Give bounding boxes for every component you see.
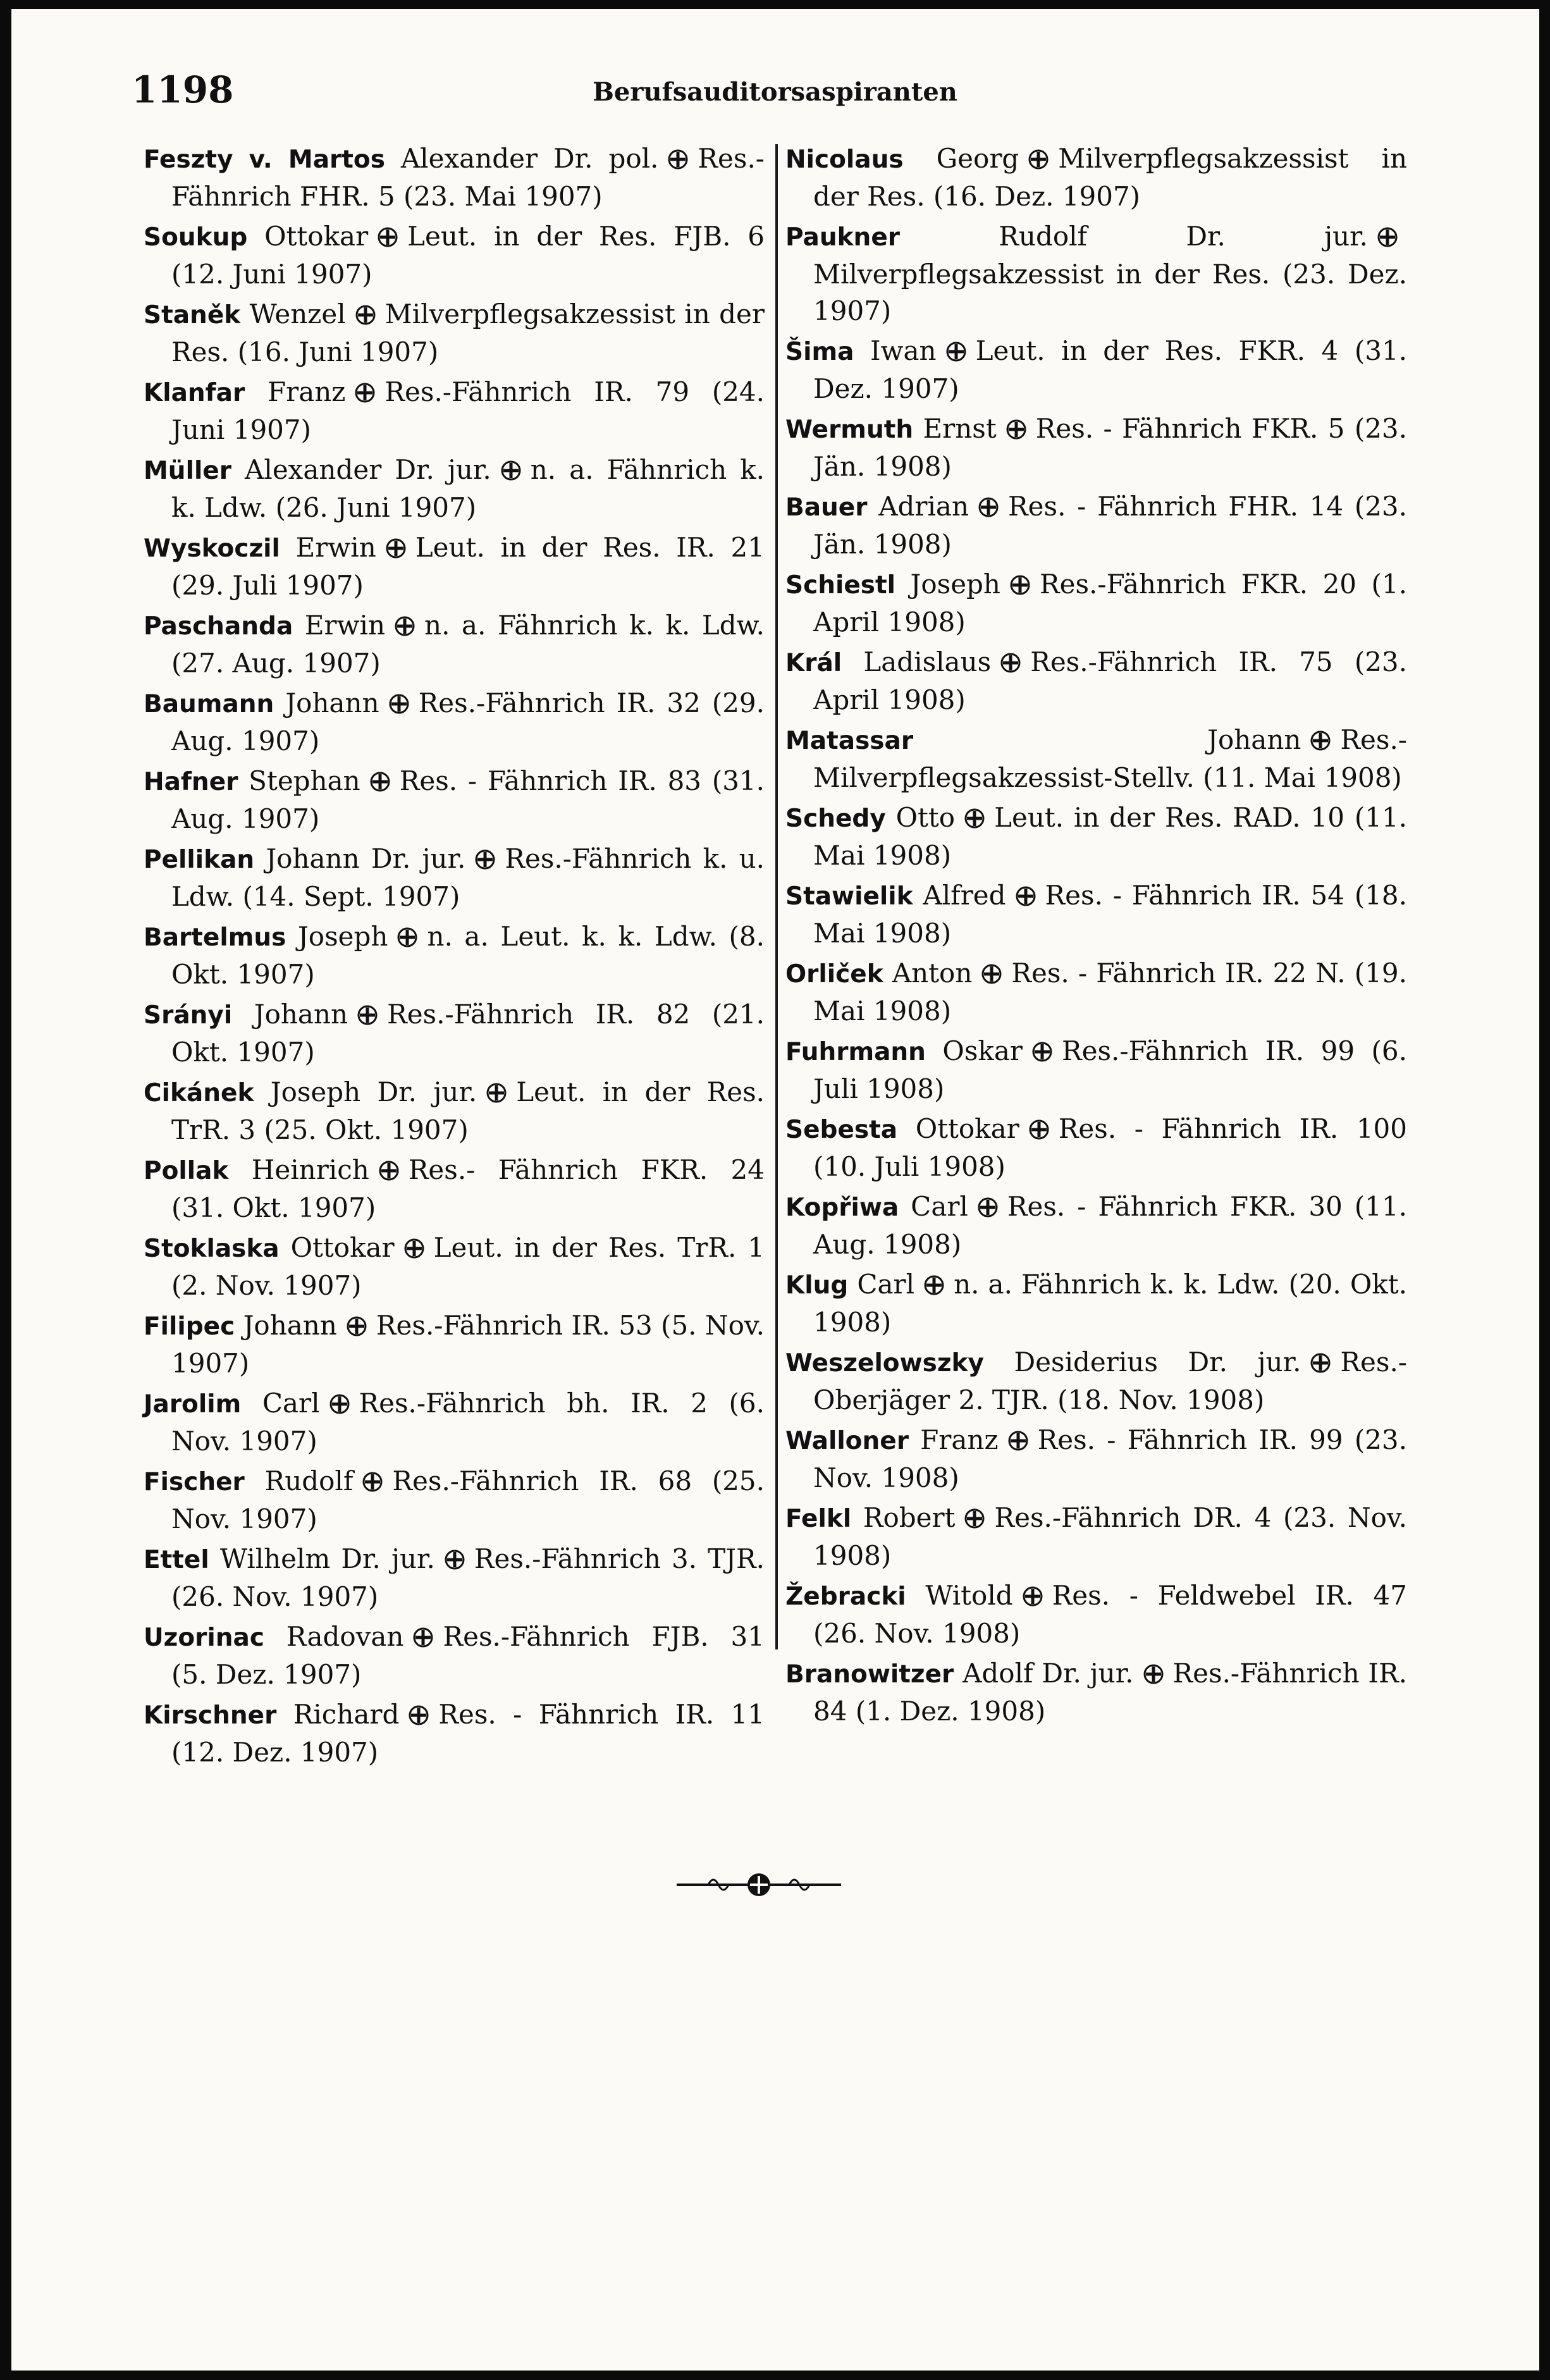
given-name: Alexander Dr. jur.	[231, 454, 491, 485]
rank-detail: Res.-Fähnrich IR. 53 (5. Nov. 1907)	[171, 1310, 765, 1379]
rank-detail: Res. - Fähnrich IR. 54 (18. Mai 1908)	[813, 880, 1407, 949]
surname: Uzorinac	[144, 1624, 264, 1652]
list-item	[144, 1463, 765, 1538]
given-name: Johann Dr. jur.	[254, 843, 466, 874]
surname: Šima	[785, 338, 854, 366]
surname: Soukup	[144, 223, 248, 252]
list-item	[785, 410, 1407, 485]
surname: Walloner	[785, 1427, 909, 1455]
cross-icon	[354, 382, 376, 404]
cross-icon	[369, 771, 391, 792]
list-item	[785, 644, 1407, 718]
rank-detail: Res.-Oberjäger 2. TJR. (18. Nov. 1908)	[813, 1347, 1407, 1415]
surname: Srányi	[144, 1001, 233, 1030]
cross-icon	[964, 1508, 985, 1529]
surname: Wyskoczil	[144, 534, 280, 563]
cross-icon	[1006, 419, 1027, 440]
cross-icon	[346, 1316, 367, 1337]
list-item	[144, 763, 765, 837]
list-item	[144, 452, 765, 526]
rank-detail: Res.-Fähnrich k. u. Ldw. (14. Sept. 1907)	[171, 843, 765, 912]
list-item	[785, 1655, 1407, 1730]
cross-icon	[1310, 730, 1331, 751]
rank-detail: Res. - Fähnrich FKR. 5 (23. Jän. 1908)	[813, 413, 1408, 482]
rank-detail: Res. - Fähnrich IR. 11 (12. Dez. 1907)	[171, 1699, 765, 1768]
surname: Paukner	[785, 223, 901, 252]
rank-detail: n. a. Fähnrich k. k. Ldw. (27. Aug. 1907)	[171, 610, 765, 679]
rank-detail: Res. - Feldwebel IR. 47 (26. Nov. 1908)	[813, 1580, 1408, 1649]
cross-icon	[329, 1393, 350, 1415]
list-item	[144, 1152, 765, 1226]
rank-detail: Res. - Fähnrich FKR. 30 (11. Aug. 1908)	[813, 1191, 1407, 1260]
list-item	[785, 218, 1407, 330]
given-name: Witold	[906, 1580, 1013, 1611]
given-name: Johann	[235, 1310, 337, 1341]
right-column	[785, 140, 1407, 1733]
rank-detail: Res. - Fähnrich IR. 99 (23. Nov. 1908)	[813, 1424, 1407, 1493]
cross-icon	[964, 808, 985, 829]
cross-icon	[444, 1549, 465, 1570]
rank-detail: Res.-Fähnrich IR. 79 (24. Juni 1907)	[171, 376, 765, 445]
list-item	[785, 333, 1407, 407]
rank-detail: Leut. in der Res. TrR. 1 (2. Nov. 1907)	[171, 1232, 765, 1301]
list-item	[785, 488, 1407, 563]
cross-icon	[1009, 574, 1031, 596]
cross-icon	[1031, 1041, 1053, 1063]
list-item	[785, 1111, 1407, 1185]
given-name: Oskar	[925, 1035, 1023, 1066]
rank-detail: Res.-Fähnrich IR. 99 (6. Juli 1908)	[813, 1035, 1408, 1104]
rank-detail: Res. - Fähnrich FHR. 14 (23. Jän. 1908)	[813, 491, 1407, 560]
cross-icon	[412, 1627, 434, 1648]
surname: Orliček	[785, 960, 883, 989]
given-name: Joseph	[895, 569, 1000, 600]
surname: Weszelowszky	[785, 1349, 984, 1378]
cross-icon	[408, 1705, 429, 1726]
rank-detail: Res.-Fähnrich FJB. 31 (5. Dez. 1907)	[171, 1621, 765, 1690]
surname: Bauer	[785, 493, 868, 522]
list-item	[144, 1230, 765, 1304]
list-item	[144, 1385, 765, 1460]
surname: Bartelmus	[144, 923, 286, 952]
rank-detail: Res.-Fähnrich IR. 75 (23. April 1908)	[813, 646, 1408, 715]
cross-icon	[1143, 1663, 1164, 1685]
given-name: Carl	[899, 1191, 968, 1222]
list-item	[785, 140, 1407, 215]
surname: Jarolim	[144, 1390, 242, 1419]
surname: Žebracki	[785, 1582, 906, 1611]
given-name: Georg	[903, 143, 1019, 174]
list-item	[144, 841, 765, 915]
cross-icon	[977, 1197, 999, 1218]
rank-detail: n. a. Fähnrich k. k. Ldw. (20. Okt. 1908)	[813, 1269, 1407, 1338]
given-name: Johann	[913, 724, 1301, 755]
given-name: Franz	[908, 1424, 999, 1455]
rank-detail: Res. - Fähnrich IR. 100 (10. Juli 1908)	[813, 1113, 1407, 1182]
given-name: Joseph	[286, 921, 388, 952]
given-name: Richard	[276, 1699, 400, 1730]
surname: Fuhrmann	[785, 1038, 926, 1066]
list-item	[144, 374, 765, 448]
rank-detail: Leut. in der Res. TrR. 3 (25. Okt. 1907)	[171, 1076, 765, 1145]
given-name: Franz	[245, 376, 346, 407]
cross-icon	[1310, 1352, 1331, 1374]
rank-detail: Milverpflegsakzessist in der Res. (23. Dez. 1907)	[813, 259, 1407, 326]
surname: Stawielik	[785, 882, 913, 911]
given-name: Carl	[241, 1388, 320, 1419]
given-name: Desiderius Dr. jur.	[983, 1347, 1301, 1378]
surname: Pollak	[144, 1157, 229, 1185]
cross-icon	[667, 149, 689, 170]
given-name: Ernst	[913, 413, 997, 444]
rank-detail: n. a. Fähnrich k. k. Ldw. (26. Juni 1907)	[171, 454, 765, 523]
surname: Ettel	[144, 1546, 209, 1574]
given-name: Ottokar	[897, 1113, 1019, 1144]
given-name: Johann	[232, 999, 348, 1030]
given-name: Erwin	[280, 532, 376, 563]
list-item	[785, 877, 1407, 952]
rank-detail: Res.-Fähnrich DR. 4 (23. Nov. 1908)	[813, 1502, 1407, 1571]
surname: Matassar	[785, 727, 914, 755]
given-name: Robert	[851, 1502, 956, 1533]
list-item	[144, 140, 765, 215]
rank-detail: Leut. in der Res. IR. 21 (29. Juli 1907)	[171, 532, 765, 601]
rank-detail: Res. - Fähnrich IR. 83 (31. Aug. 1907)	[171, 765, 765, 834]
cross-icon	[500, 460, 522, 481]
surname: Kirschner	[144, 1701, 277, 1730]
list-item	[144, 529, 765, 604]
cross-icon	[385, 538, 407, 559]
given-name: Johann	[274, 687, 379, 718]
list-item	[785, 799, 1407, 874]
cross-icon	[1377, 226, 1398, 248]
rank-detail: Res.-Fähnrich IR. 82 (21. Okt. 1907)	[171, 999, 765, 1068]
rank-detail: Res. - Fähnrich IR. 22 N. (19. Mai 1908)	[813, 958, 1407, 1027]
given-name: Ladislaus	[842, 646, 992, 677]
given-name: Anton	[883, 958, 973, 989]
page-number: 1198	[132, 68, 234, 111]
surname: Müller	[144, 457, 231, 485]
surname: Klug	[785, 1271, 849, 1300]
cross-icon	[1000, 652, 1021, 674]
rank-detail: Leut. in der Res. RAD. 10 (11. Mai 1908)	[813, 802, 1407, 871]
rank-detail: Res.-Fähnrich IR. 84 (1. Dez. 1908)	[813, 1658, 1407, 1727]
list-item	[144, 296, 765, 371]
surname: Stoklaska	[144, 1235, 280, 1263]
cross-icon	[394, 615, 415, 637]
surname: Fischer	[144, 1468, 245, 1496]
given-name: Rudolf	[244, 1465, 354, 1496]
surname: Král	[785, 649, 842, 677]
list-item	[144, 607, 765, 682]
rank-detail: Res.-Milverpflegsakzessist-Stellv. (11. Mai 1908)	[813, 724, 1407, 793]
rank-detail: n. a. Leut. k. k. Ldw. (8. Okt. 1907)	[171, 921, 765, 990]
list-item	[144, 1541, 765, 1615]
left-column	[144, 140, 765, 1774]
cross-icon	[377, 226, 398, 248]
list-item	[144, 1619, 765, 1693]
surname: Feszty v. Martos	[144, 145, 385, 174]
given-name: Otto	[885, 802, 956, 833]
cross-icon	[1028, 149, 1049, 170]
surname: Schedy	[785, 805, 886, 833]
list-item	[785, 1422, 1407, 1496]
cross-icon	[1028, 1119, 1050, 1140]
list-item	[785, 955, 1407, 1030]
surname: Cikánek	[144, 1079, 254, 1107]
cross-icon	[357, 1004, 378, 1026]
given-name: Wilhelm Dr. jur.	[209, 1543, 435, 1574]
given-name: Ottokar	[279, 1232, 395, 1263]
rank-detail: Leut. in der Res. FKR. 4 (31. Dez. 1907)	[813, 335, 1407, 404]
given-name: Iwan	[854, 335, 937, 366]
cross-icon	[378, 1160, 400, 1181]
surname: Hafner	[144, 768, 238, 796]
rank-detail: Res.- Fähnrich FKR. 24 (31. Okt. 1907)	[171, 1154, 765, 1223]
cross-icon	[978, 496, 999, 518]
cross-icon	[362, 1471, 383, 1493]
list-item	[144, 918, 765, 993]
surname: Schiestl	[785, 571, 896, 600]
surname: Felkl	[785, 1505, 852, 1533]
surname: Nicolaus	[785, 145, 904, 174]
given-name: Adolf Dr. jur.	[954, 1658, 1134, 1689]
surname: Pellikan	[144, 846, 255, 874]
list-item	[785, 1033, 1407, 1107]
list-item	[144, 1307, 765, 1382]
surname: Staněk	[144, 301, 241, 330]
given-name: Alfred	[913, 880, 1006, 911]
list-item	[144, 685, 765, 760]
rank-detail: Res.-Fähnrich FHR. 5 (23. Mai 1907)	[171, 143, 765, 212]
list-item	[144, 1074, 765, 1149]
list-item	[144, 1696, 765, 1771]
cross-icon	[1015, 885, 1036, 907]
given-name: Rudolf Dr. jur.	[900, 221, 1368, 252]
list-item	[785, 1500, 1407, 1574]
cross-icon	[981, 963, 1002, 985]
cross-icon	[486, 1082, 507, 1104]
given-name: Stephan	[238, 765, 360, 796]
list-item	[144, 218, 765, 293]
rank-detail: Res.-Fähnrich IR. 32 (29. Aug. 1907)	[171, 687, 765, 756]
given-name: Carl	[848, 1269, 915, 1300]
list-item	[785, 1577, 1407, 1652]
list-item	[144, 996, 765, 1071]
surname: Sebesta	[785, 1116, 898, 1144]
cross-icon	[355, 304, 376, 326]
rank-detail: Milverpflegsakzessist in der Res. (16. Juni 1907)	[171, 299, 765, 367]
cross-icon	[403, 1238, 425, 1259]
cross-icon	[1022, 1586, 1043, 1607]
list-item	[785, 1266, 1407, 1341]
given-name: Radovan	[264, 1621, 404, 1652]
surname: Paschanda	[144, 612, 293, 641]
rank-detail: Milverpflegsakzessist in der Res. (16. Dez. 1907)	[813, 143, 1407, 212]
list-item	[785, 566, 1407, 641]
cross-icon	[397, 927, 418, 948]
given-name: Erwin	[293, 610, 386, 641]
list-item	[785, 1188, 1407, 1263]
rank-detail: Res.-Fähnrich IR. 68 (25. Nov. 1907)	[171, 1465, 765, 1534]
given-name: Heinrich	[228, 1154, 369, 1185]
given-name: Ottokar	[247, 221, 369, 252]
given-name: Joseph Dr. jur.	[254, 1076, 477, 1107]
given-name: Alexander Dr. pol.	[384, 143, 659, 174]
given-name: Adrian	[867, 491, 969, 522]
given-name: Wenzel	[240, 299, 346, 330]
surname: Klanfar	[144, 379, 245, 407]
cross-icon	[1007, 1430, 1029, 1452]
rank-detail: Res.-Fähnrich FKR. 20 (1. April 1908)	[813, 569, 1407, 638]
surname: Filipec	[144, 1312, 235, 1341]
surname: Branowitzer	[785, 1660, 954, 1689]
rank-detail: Res.-Fähnrich 3. TJR. (26. Nov. 1907)	[171, 1543, 765, 1612]
column-divider	[775, 144, 778, 1649]
list-item	[785, 722, 1407, 796]
ornament-icon	[670, 1866, 847, 1904]
cross-icon	[923, 1274, 945, 1296]
surname: Wermuth	[785, 416, 914, 444]
rank-detail: Res.-Fähnrich bh. IR. 2 (6. Nov. 1907)	[171, 1388, 765, 1457]
cross-icon	[945, 341, 967, 362]
rank-detail: Leut. in der Res. FJB. 6 (12. Juni 1907)	[171, 221, 765, 290]
surname: Baumann	[144, 690, 274, 718]
running-head: Berufsauditorsaspiranten	[593, 77, 957, 107]
list-item	[785, 1344, 1407, 1419]
cross-icon	[388, 693, 410, 715]
cross-icon	[474, 849, 496, 870]
surname: Kopřiwa	[785, 1193, 899, 1222]
